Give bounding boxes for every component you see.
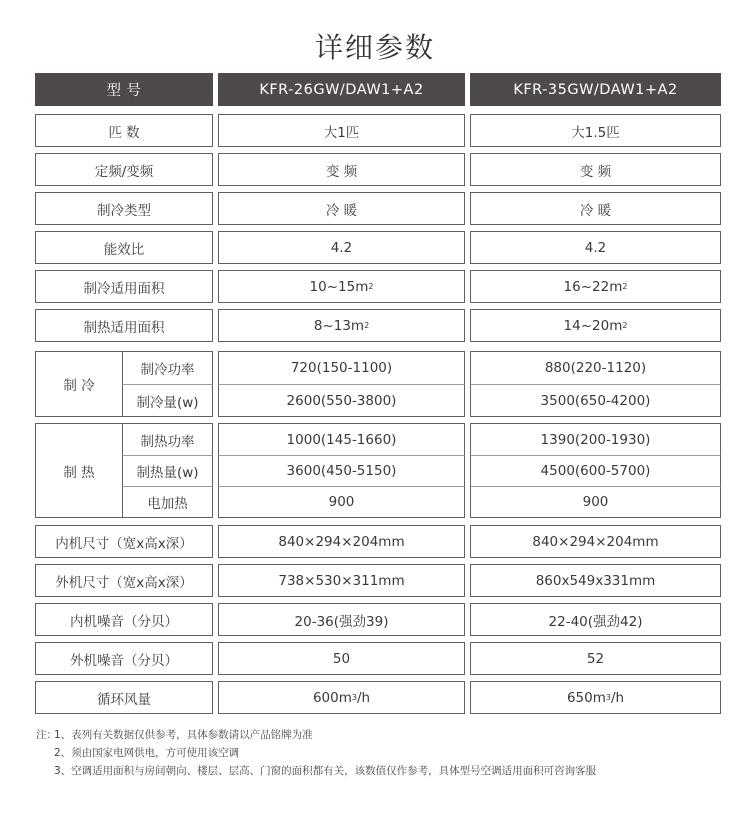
row-value-heat-area-a: 8~13m 2 <box>218 309 465 342</box>
row-value-indoor-size-b: 840×294×204mm <box>470 525 721 558</box>
heating-electric-a: 900 <box>218 487 465 518</box>
row-value-cool-area-b: 16~22m 2 <box>470 270 721 303</box>
cool-area-b-text: 16~22m <box>563 278 623 295</box>
heating-electric-label: 电加热 <box>122 487 213 518</box>
row-value-airflow-a: 600m 3 /h <box>218 681 465 714</box>
row-value-inverter-b: 变 频 <box>470 153 721 186</box>
airflow-a-text: 600m <box>312 689 352 706</box>
row-label-cool-area: 制冷适用面积 <box>35 270 213 303</box>
row-label-cooling-type: 制冷类型 <box>35 192 213 225</box>
row-value-outdoor-noise-a: 50 <box>218 642 465 675</box>
row-value-cooling-type-a: 冷 暖 <box>218 192 465 225</box>
row-value-indoor-noise-b: 22-40(强劲42) <box>470 603 721 636</box>
airflow-b-unit: /h <box>610 689 625 706</box>
header-model-a: KFR-26GW/DAW1+A2 <box>218 73 465 106</box>
row-value-horsepower-b: 大1.5匹 <box>470 114 721 147</box>
group-label-heating: 制 热 <box>35 423 123 518</box>
footnote-2-text: 2、须由国家电网供电，方可使用该空调 <box>54 747 240 759</box>
footnote-prefix: 注： <box>36 729 57 741</box>
row-label-horsepower: 匹 数 <box>35 114 213 147</box>
row-label-outdoor-size: 外机尺寸（宽x高x深） <box>35 564 213 597</box>
row-value-outdoor-noise-b: 52 <box>470 642 721 675</box>
footnote-1 <box>36 726 736 744</box>
row-label-outdoor-noise: 外机噪音（分贝） <box>35 642 213 675</box>
footnote-1-text: 1、表列有关数据仅供参考，具体参数请以产品铭牌为准 <box>54 729 313 741</box>
row-value-heat-area-b: 14~20m 2 <box>470 309 721 342</box>
heating-power-b: 1390(200-1930) <box>470 423 721 456</box>
row-value-cool-area-a: 10~15m 2 <box>218 270 465 303</box>
row-label-indoor-noise: 内机噪音（分贝） <box>35 603 213 636</box>
row-label-heat-area: 制热适用面积 <box>35 309 213 342</box>
row-value-cooling-type-b: 冷 暖 <box>470 192 721 225</box>
row-value-outdoor-size-a: 738×530×311mm <box>218 564 465 597</box>
footnote-2 <box>36 744 736 762</box>
footnote-3 <box>36 762 736 780</box>
heating-electric-b: 900 <box>470 487 721 518</box>
cooling-power-label: 制冷功率 <box>122 351 213 385</box>
heat-area-a-text: 8~13m <box>313 317 365 334</box>
row-value-indoor-noise-a: 20-36(强劲39) <box>218 603 465 636</box>
airflow-a-unit: /h <box>356 689 371 706</box>
header-model-label: 型 号 <box>35 73 213 106</box>
row-value-efficiency-a: 4.2 <box>218 231 465 264</box>
cool-area-a-text: 10~15m <box>309 278 369 295</box>
page-title: 详细参数 <box>314 31 435 64</box>
heating-power-label: 制热功率 <box>122 423 213 456</box>
cooling-capacity-label: 制冷量(w) <box>122 385 213 417</box>
row-label-efficiency: 能效比 <box>35 231 213 264</box>
row-label-airflow: 循环风量 <box>35 681 213 714</box>
heating-capacity-b: 4500(600-5700) <box>470 456 721 487</box>
heating-capacity-a: 3600(450-5150) <box>218 456 465 487</box>
cooling-capacity-b: 3500(650-4200) <box>470 385 721 417</box>
row-value-outdoor-size-b: 860x549x331mm <box>470 564 721 597</box>
footnote-3-text: 3、空调适用面积与房间朝向、楼层、层高、门窗的面积都有关，该数值仅作参考，具体型号空调适用面积可咨询客服 <box>54 765 597 777</box>
heat-area-b-text: 14~20m <box>563 317 623 334</box>
cooling-capacity-a: 2600(550-3800) <box>218 385 465 417</box>
row-value-indoor-size-a: 840×294×204mm <box>218 525 465 558</box>
row-value-horsepower-a: 大1匹 <box>218 114 465 147</box>
row-value-efficiency-b: 4.2 <box>470 231 721 264</box>
footnotes <box>36 726 736 780</box>
airflow-b-text: 650m <box>566 689 606 706</box>
row-value-airflow-b: 650m 3 /h <box>470 681 721 714</box>
heating-power-a: 1000(145-1660) <box>218 423 465 456</box>
cooling-power-a: 720(150-1100) <box>218 351 465 385</box>
row-label-indoor-size: 内机尺寸（宽x高x深） <box>35 525 213 558</box>
heating-capacity-label: 制热量(w) <box>122 456 213 487</box>
cooling-power-b: 880(220-1120) <box>470 351 721 385</box>
group-label-cooling: 制 冷 <box>35 351 123 417</box>
row-label-inverter: 定频/变频 <box>35 153 213 186</box>
header-model-b: KFR-35GW/DAW1+A2 <box>470 73 721 106</box>
row-value-inverter-a: 变 频 <box>218 153 465 186</box>
